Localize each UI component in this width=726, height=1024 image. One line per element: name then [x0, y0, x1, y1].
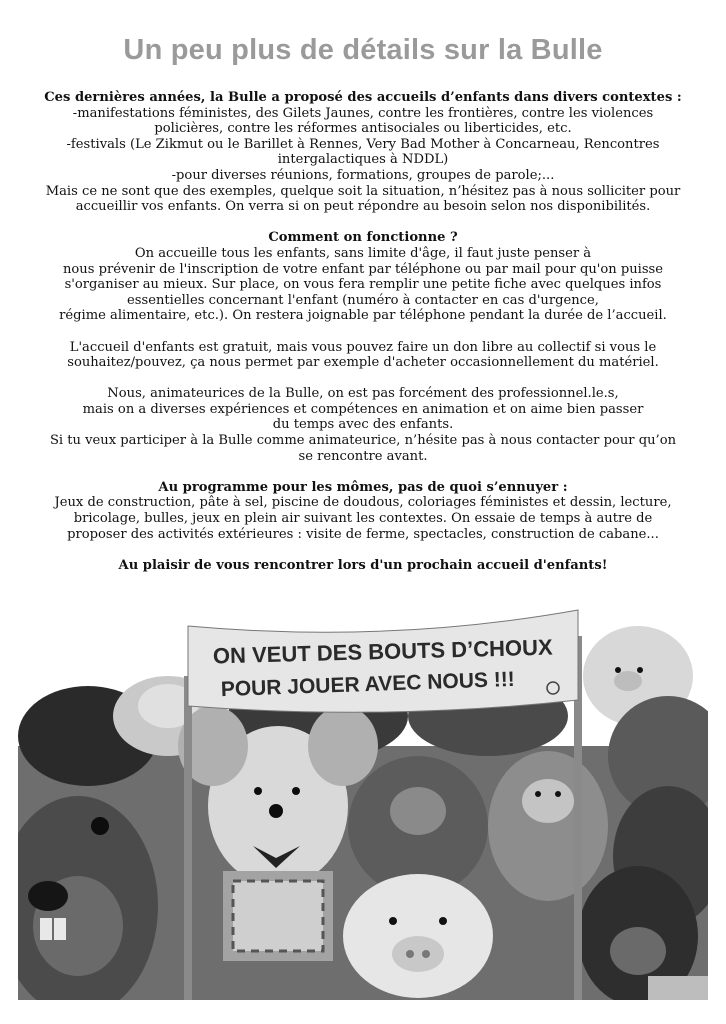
text-line: Si tu veux participer à la Bulle comme animateurice, n’hésite pas à nous contacter pour qu’on [49, 433, 677, 449]
closing-line: Au plaisir de vous rencontrer lors d'un prochain accueil d'enfants! [118, 557, 608, 573]
section-free [40, 340, 686, 371]
section-how-it-works [40, 230, 686, 324]
text-line: Nous, animateurices de la Bulle, on est pas forcément des professionnel.le.s, [107, 386, 619, 402]
text-line: régime alimentaire, etc.). On restera joignable par téléphone pendant la durée de l’accueil. [59, 308, 667, 324]
section-heading: Au programme pour les mômes, pas de quoi s’ennuyer : [158, 479, 568, 495]
text-line: bricolage, bulles, jeux en plein air suivant les contextes. On essaie de temps à autre de [73, 511, 653, 527]
section-program [40, 480, 686, 542]
text-line: proposer des activités extérieures : visite de ferme, spectacles, construction de cabane... [67, 526, 659, 542]
text-line: Mais ce ne sont que des exemples, quelque soit la situation, n’hésitez pas à nous solliciter pour [45, 183, 681, 199]
section-heading: Comment on fonctionne ? [268, 230, 458, 246]
section-heading: Ces dernières années, la Bulle a proposé des accueils d’enfants dans divers contextes : [44, 90, 682, 105]
text-line: essentielles concernant l'enfant (numéro à contacter en cas d'urgence, [127, 292, 599, 308]
text-line: policières, contre les réformes antisociales ou liberticides, etc. [154, 121, 572, 137]
text-line: -pour diverses réunions, formations, groupes de parole;... [171, 167, 555, 183]
banner-line-2: POUR JOUER AVEC NOUS !!! [220, 667, 516, 702]
page-title: Un peu plus de détails sur la Bulle [123, 34, 603, 66]
text-line: se rencontre avant. [298, 448, 428, 464]
text-line: L'accueil d'enfants est gratuit, mais vous pouvez faire un don libre au collectif si vous le [69, 339, 657, 355]
section-animators [40, 386, 686, 464]
plush-toys-photo [18, 596, 708, 1000]
text-line: accueillir vos enfants. On verra si on peut répondre au besoin selon nos disponibilités. [75, 199, 651, 215]
text-line: mais on a diverses expériences et compétences en animation et on aime bien passer [82, 401, 644, 417]
text-line: du temps avec des enfants. [272, 417, 454, 433]
text-line: On accueille tous les enfants, sans limite d'âge, il faut juste penser à [134, 245, 592, 261]
section-contexts [40, 90, 686, 215]
text-line: -festivals (Le Zikmut ou le Barillet à Rennes, Very Bad Mother à Concarneau, Rencontres [66, 136, 660, 152]
text-line: nous prévenir de l'inscription de votre enfant par téléphone ou par mail pour qu'on puisse [62, 261, 664, 277]
text-line: souhaitez/pouvez, ça nous permet par exemple d'acheter occasionnellement du matériel. [67, 355, 659, 371]
text-line: Jeux de construction, pâte à sel, piscine de doudous, coloriages féministes et dessin, lecture, [54, 495, 672, 511]
document-body [40, 90, 686, 573]
banner-line-1: ON VEUT DES BOUTS D’CHOUX [212, 634, 553, 669]
text-line: s'organiser au mieux. Sur place, on vous fera remplir une petite fiche avec quelques infos [64, 277, 662, 293]
text-line: -manifestations féministes, des Gilets Jaunes, contre les frontières, contre les violences [72, 105, 654, 121]
text-line: intergalactiques à NDDL) [277, 152, 449, 168]
